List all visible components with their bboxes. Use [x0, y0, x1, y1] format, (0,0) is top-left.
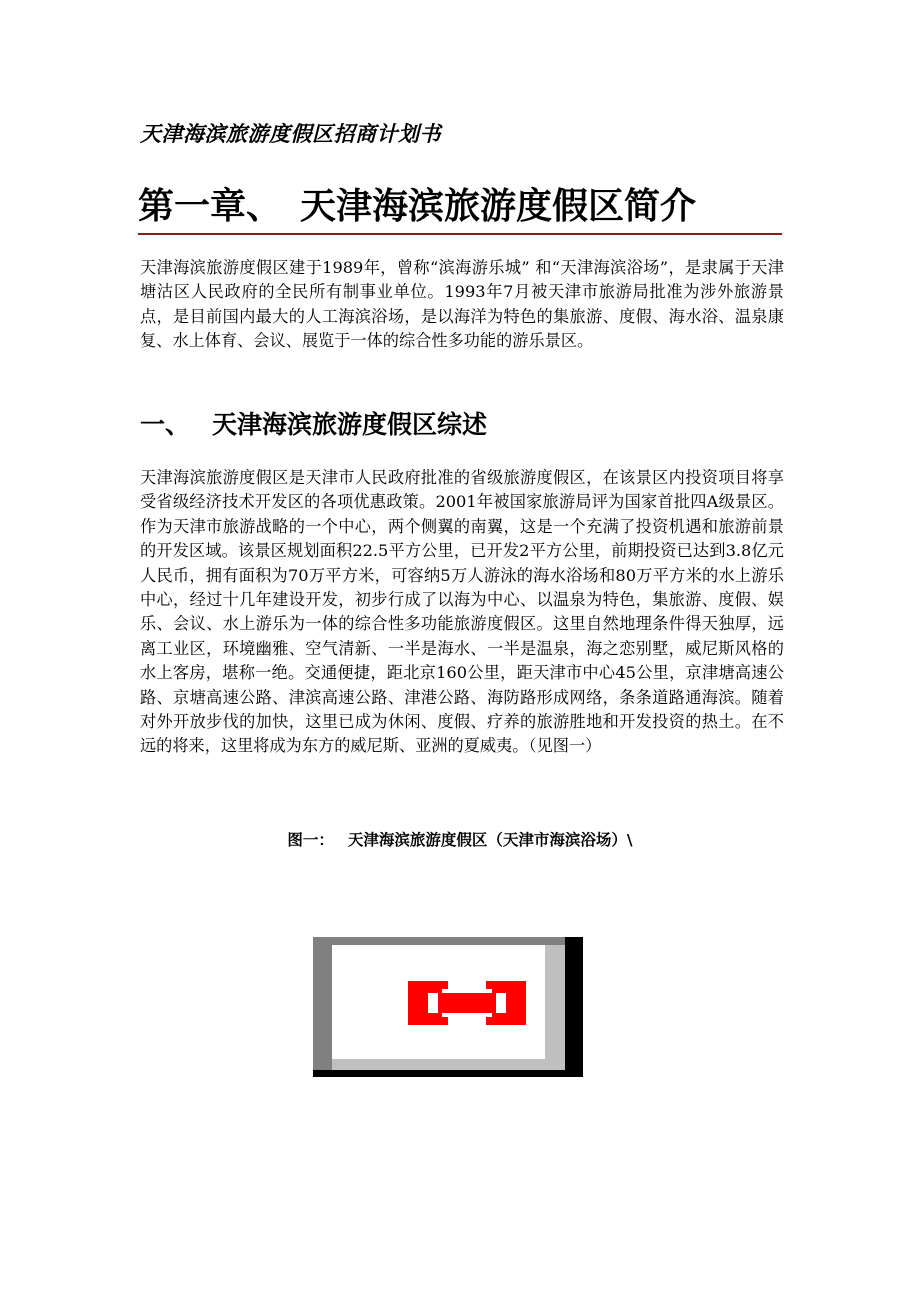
placeholder-frame-left — [313, 937, 332, 1070]
figure-label: 图一： — [287, 831, 334, 849]
figure-caption — [0, 828, 920, 850]
section-heading — [140, 405, 487, 441]
section-title: 天津海滨旅游度假区综述 — [212, 410, 488, 439]
chapter-heading — [138, 183, 782, 235]
figure-caption-text: 天津海滨旅游度假区（天津市海滨浴场）\ — [347, 831, 633, 849]
broken-image-icon — [408, 981, 526, 1025]
placeholder-frame-top — [313, 937, 565, 945]
placeholder-frame-inner — [332, 945, 565, 1070]
intro-paragraph: 天津海滨旅游度假区建于1989年，曾称“滨海游乐城” 和“天津海滨浴场”，是隶属于天津塘沽区人民政府的全民所有制事业单位。1993年7月被天津市旅游局批准为涉外旅游景点，是目前国内最大的人工海滨浴场，是以海洋为特色的集旅游、度假、海水浴、温泉康复、水上体育、会议、展览于一体的综合性多功能的游乐景区。 — [140, 258, 784, 351]
section-number: 一、 — [140, 410, 191, 439]
placeholder-canvas — [332, 945, 545, 1059]
document-title: 天津海滨旅游度假区招商计划书 — [140, 122, 441, 146]
chapter-title: 天津海滨旅游度假区简介 — [300, 186, 697, 227]
chapter-number: 第一章、 — [138, 186, 283, 227]
section-paragraph: 天津海滨旅游度假区是天津市人民政府批准的省级旅游度假区，在该景区内投资项目将享受省级经济技术开发区的各项优惠政策。2001年被国家旅游局评为国家首批四A级景区。作为天津市旅游战略的一个中心，两个侧翼的南翼，这是一个充满了投资机遇和旅游前景的开发区域。该景区规划面积22.5平方公里，已开发2平方公里，前期投资已达到3.8亿元人民币，拥有面积为70万平方米，可容纳5万人游泳的海水浴场和80万平方米的水上游乐中心，经过十几年建设开发，初步行成了以海为中心、以温泉为特色，集旅游、度假、娱乐、会议、水上游乐为一体的综合性多功能旅游度假区。这里自然地理条件得天独厚，远离工业区，环境幽雅、空气清新、一半是海水、一半是温泉，海之恋别墅，威尼斯风格的水上客房，堪称一绝。交通便捷，距北京160公里，距天津市中心45公里，京津塘高速公路、京塘高速公路、津滨高速公路、津港公路、海防路形成网络，条条道路通海滨。随着对外开放步伐的加快，这里已成为休闲、度假、疗养的旅游胜地和开发投资的热土。在不远的将来，这里将成为东方的威尼斯、亚洲的夏威夷。（见图一） — [140, 468, 784, 756]
figure-image-placeholder — [313, 937, 583, 1077]
